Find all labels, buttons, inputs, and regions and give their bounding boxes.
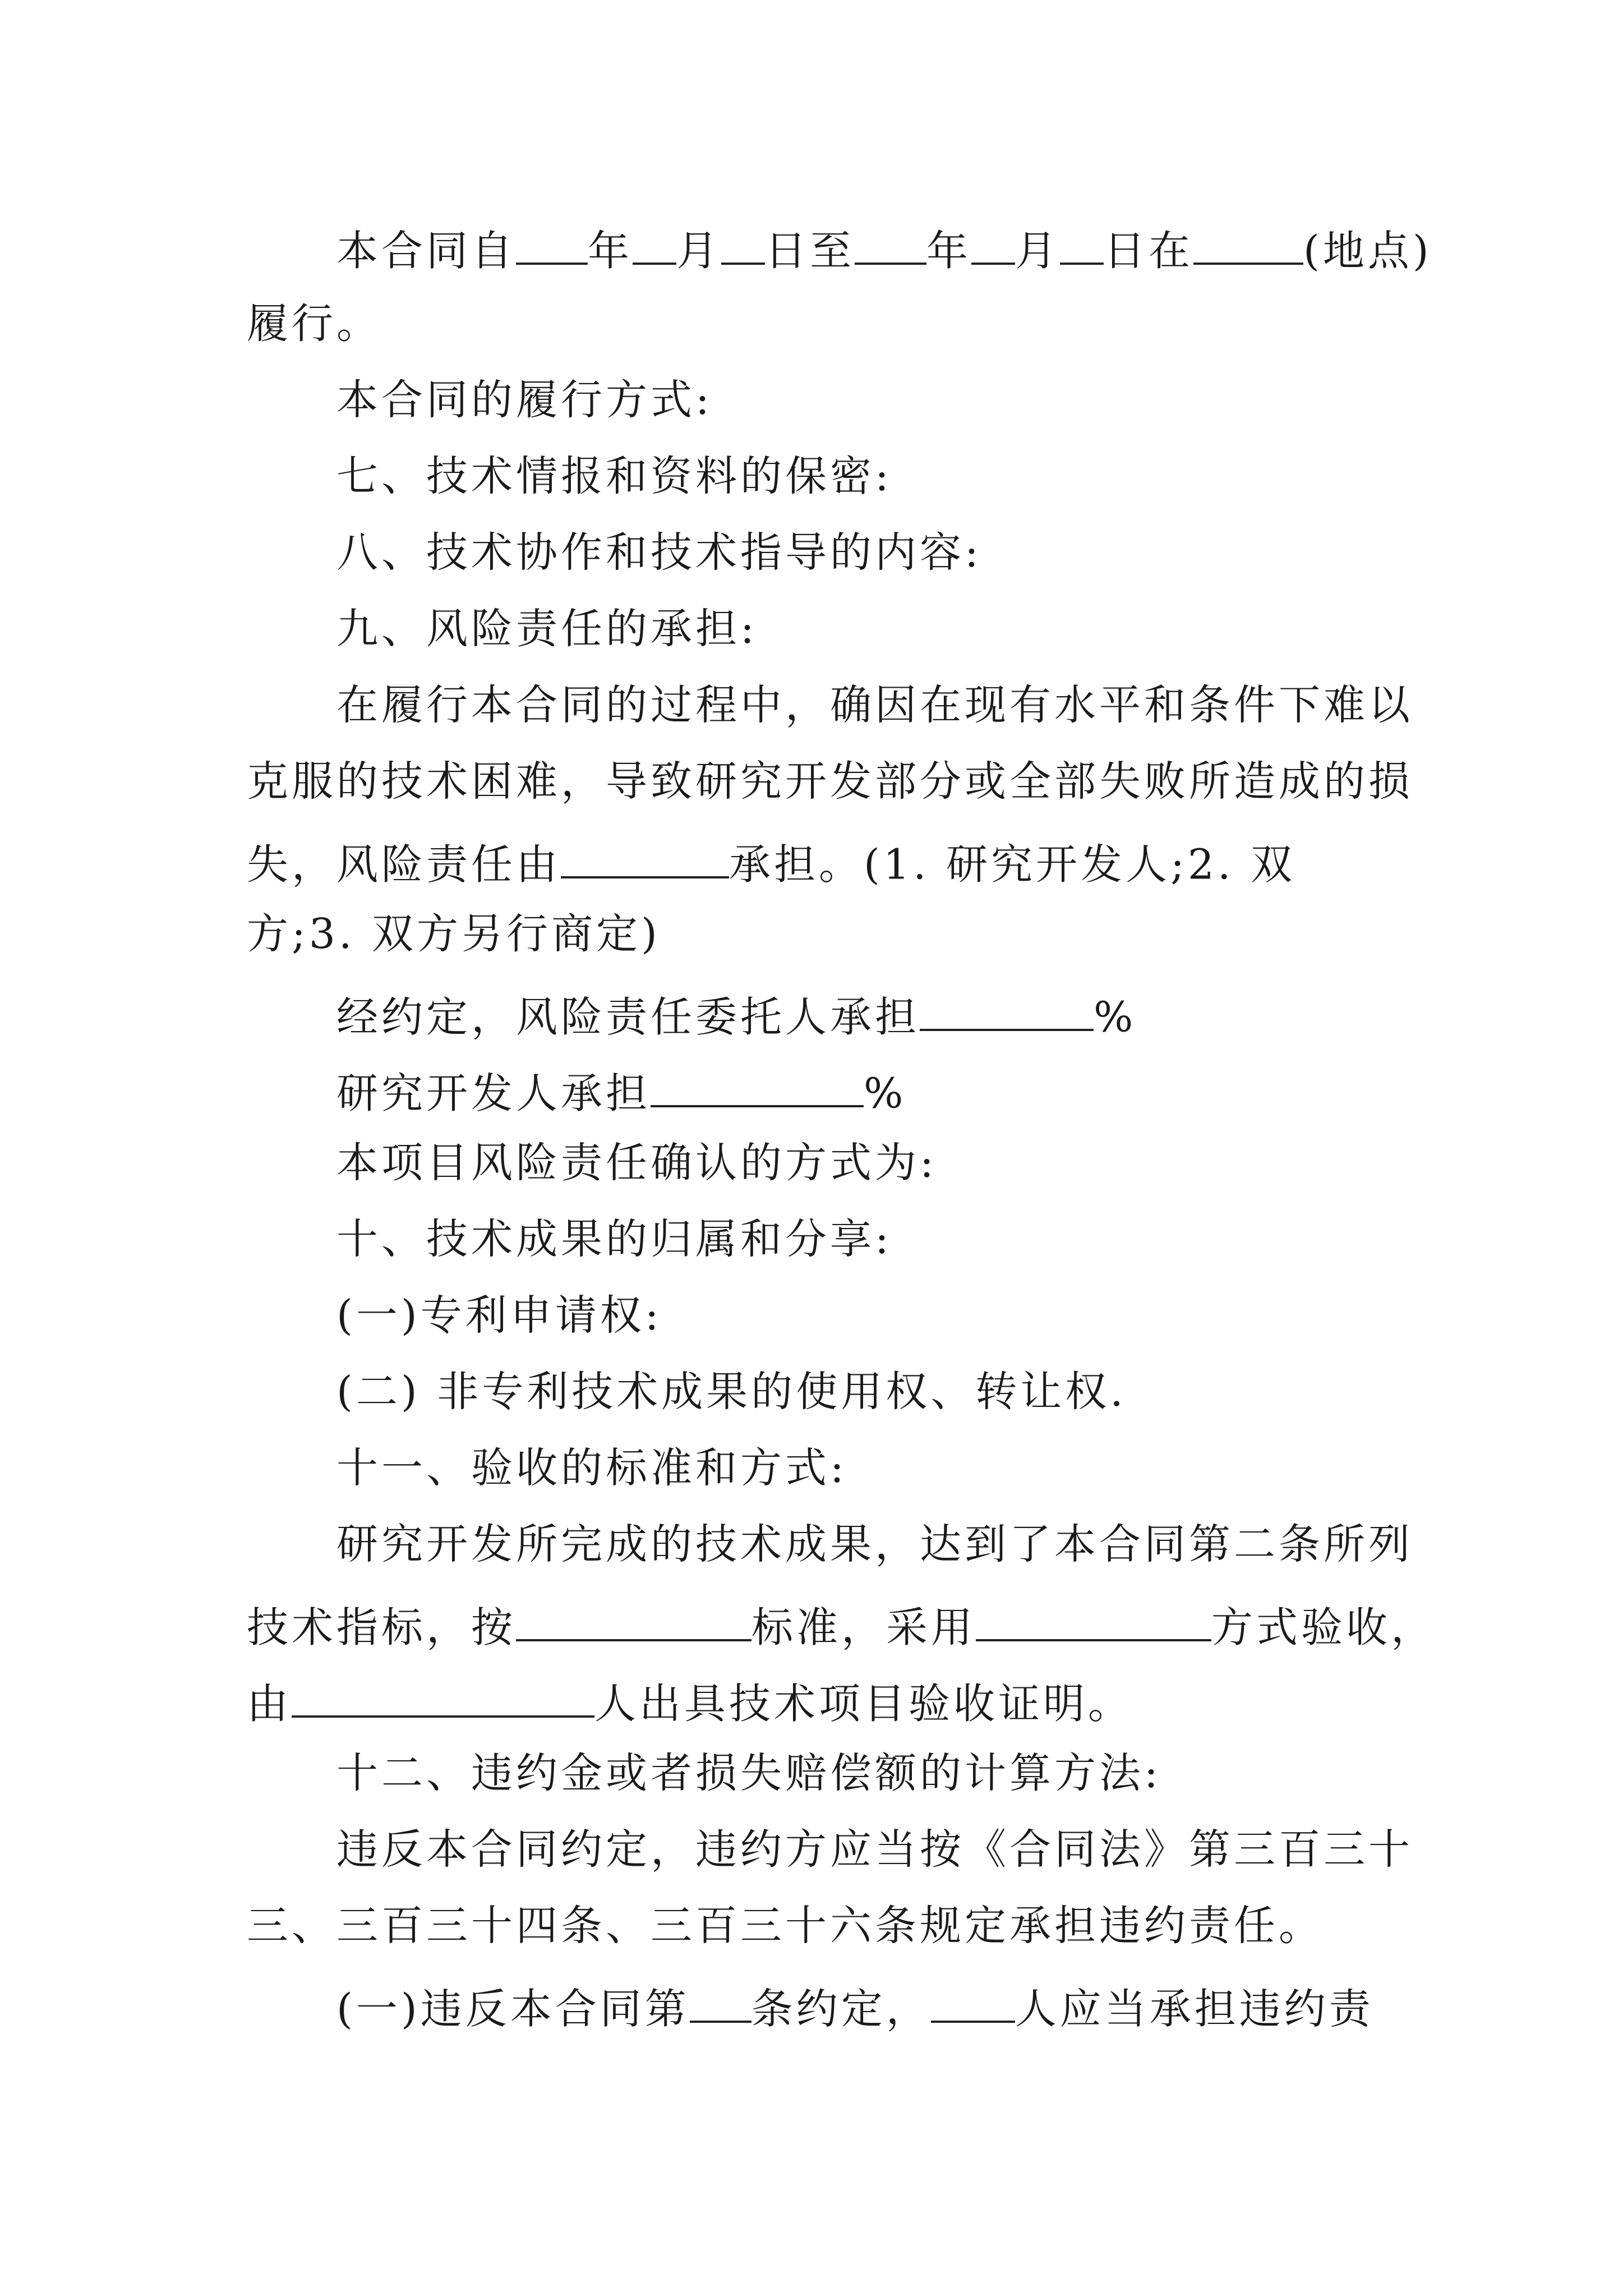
text-segment: % <box>1094 993 1137 1042</box>
paragraph-line: 在履行本合同的过程中，确因在现有水平和条件下难以 <box>336 681 1413 729</box>
blank-field-start-month <box>633 223 676 265</box>
blank-field-risk-bearer <box>561 837 729 878</box>
section-heading-8: 八、技术协作和技术指导的内容: <box>336 528 982 577</box>
blank-field-developer-percent <box>651 1066 864 1107</box>
text-segment: 研究开发人承担 <box>336 1069 651 1118</box>
text-segment: 月 <box>1015 227 1060 275</box>
paragraph-line: 克服的技术困难，导致研究开发部分或全部失败所造成的损 <box>247 757 1413 806</box>
text-segment: 月 <box>676 227 721 275</box>
paragraph-line: 三、三百三十四条、三百三十六条规定承担违约责任。 <box>247 1902 1324 1950</box>
text-segment: (一)违反本合同第 <box>336 1985 690 2033</box>
blank-field-start-year <box>516 223 588 265</box>
subsection-heading: (二) 非专利技术成果的使用权、转让权. <box>336 1368 1127 1416</box>
section-heading-7: 七、技术情报和资料的保密: <box>336 452 892 500</box>
paragraph-line: 方;3. 双方另行商定) <box>247 910 661 958</box>
blank-field-acceptance-method <box>976 1600 1211 1641</box>
paragraph-line: 本合同的履行方式: <box>336 376 713 424</box>
text-segment: 标准，采用 <box>751 1603 976 1652</box>
section-heading-12: 十二、违约金或者损失赔偿额的计算方法: <box>336 1749 1161 1797</box>
text-segment: % <box>864 1069 907 1118</box>
paragraph-line <box>336 1066 907 1118</box>
paragraph-line <box>247 1600 1436 1652</box>
paragraph-line: 违反本合同约定，违约方应当按《合同法》第三百三十 <box>336 1825 1413 1874</box>
paragraph-line: 本项目风险责任确认的方式为: <box>336 1139 937 1187</box>
text-segment: 失，风险责任由 <box>247 840 561 889</box>
blank-field-client-percent <box>920 990 1094 1031</box>
blank-field-acceptance-standard <box>516 1600 751 1641</box>
paragraph-line <box>247 837 1296 889</box>
text-segment: 年 <box>588 227 633 275</box>
blank-field-location <box>1193 223 1303 265</box>
text-segment: 日在 <box>1104 227 1193 275</box>
text-segment: 人出具技术项目验收证明。 <box>594 1680 1133 1728</box>
paragraph-line <box>336 1981 1374 2033</box>
blank-field-certifier <box>292 1676 594 1718</box>
section-heading-9: 九、风险责任的承担: <box>336 605 758 653</box>
text-segment: (地点) <box>1303 227 1432 275</box>
paragraph-line: 履行。 <box>247 300 381 348</box>
section-heading-11: 十一、验收的标准和方式: <box>336 1444 847 1492</box>
paragraph-contract-period <box>336 223 1432 275</box>
blank-field-liable-party <box>931 1981 1015 2023</box>
text-segment: 本合同自 <box>336 227 516 275</box>
text-segment: 条约定， <box>751 1985 931 2033</box>
section-heading-10: 十、技术成果的归属和分享: <box>336 1215 892 1263</box>
paragraph-line <box>336 990 1137 1042</box>
text-segment: 日至 <box>765 227 855 275</box>
blank-field-end-year <box>855 223 926 265</box>
subsection-heading: (一)专利申请权: <box>336 1291 662 1340</box>
text-segment: 人应当承担违约责 <box>1015 1985 1374 2033</box>
blank-field-start-day <box>721 223 765 265</box>
text-segment: 经约定，风险责任委托人承担 <box>336 993 920 1042</box>
text-segment: 技术指标，按 <box>247 1603 516 1652</box>
text-segment: 由 <box>247 1680 292 1728</box>
paragraph-line: 研究开发所完成的技术成果，达到了本合同第二条所列 <box>336 1520 1413 1568</box>
blank-field-end-day <box>1060 223 1104 265</box>
blank-field-end-month <box>971 223 1015 265</box>
text-segment: 承担。(1. 研究开发人;2. 双 <box>729 840 1296 889</box>
blank-field-clause-number <box>690 1981 751 2023</box>
text-segment: 年 <box>926 227 971 275</box>
text-segment: 方式验收， <box>1211 1603 1436 1652</box>
paragraph-line <box>247 1676 1133 1728</box>
